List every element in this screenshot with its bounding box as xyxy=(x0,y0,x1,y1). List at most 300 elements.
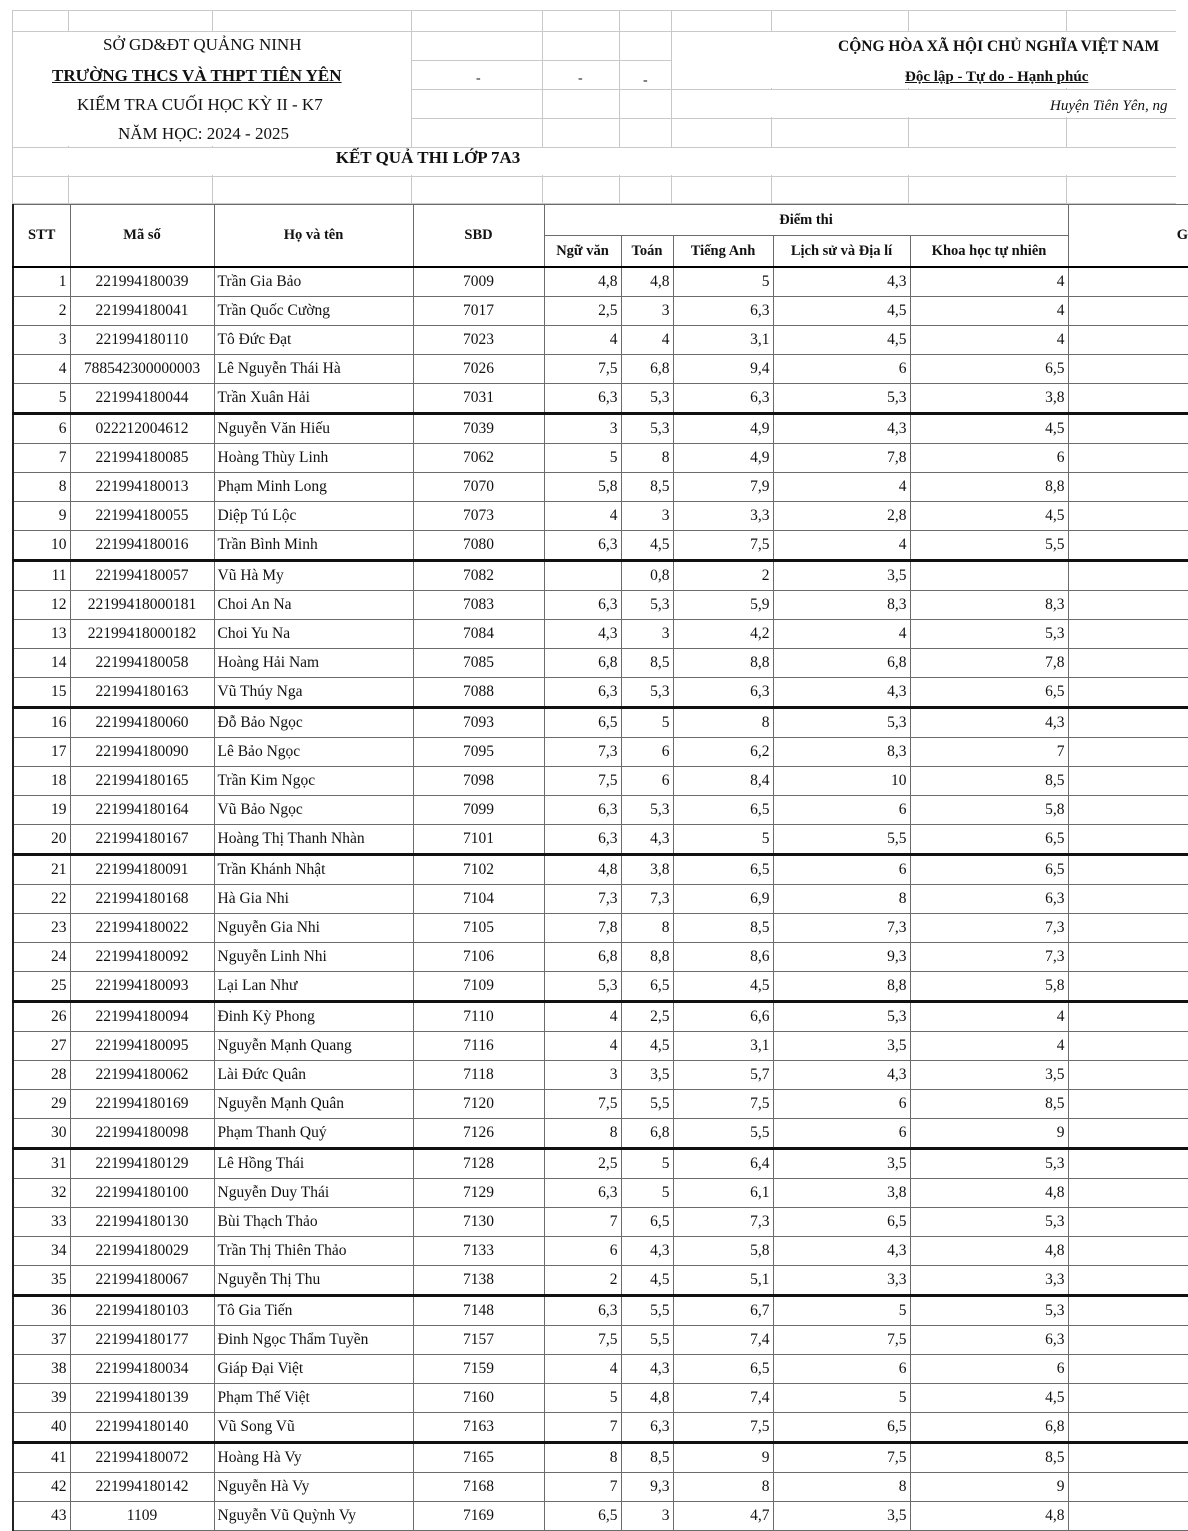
country-name: CỘNG HÒA XÃ HỘI CHỦ NGHĨA VIỆT NAM xyxy=(838,38,1160,55)
toan-cell: 3,5 xyxy=(621,1061,673,1090)
cut-cell xyxy=(1068,1090,1188,1119)
toan-cell: 7,3 xyxy=(621,885,673,914)
col-ho-ten: Họ và tên xyxy=(214,205,413,268)
ngu-van-cell: 6,8 xyxy=(544,649,621,678)
tieng-anh-cell: 5 xyxy=(673,825,773,855)
su-dia-cell: 5 xyxy=(773,1296,910,1326)
ho-ten-cell: Nguyễn Hà Vy xyxy=(214,1473,413,1502)
cut-cell xyxy=(1068,1149,1188,1179)
ngu-van-cell: 6,3 xyxy=(544,1296,621,1326)
ma-so-cell: 22199418000182 xyxy=(70,620,214,649)
su-dia-cell: 8,3 xyxy=(773,591,910,620)
su-dia-cell: 4,3 xyxy=(773,678,910,708)
table-row xyxy=(13,355,1188,384)
ngu-van-cell: 7,5 xyxy=(544,1090,621,1119)
ma-so-cell: 221994180016 xyxy=(70,531,214,561)
toan-cell: 5 xyxy=(621,1179,673,1208)
ho-ten-cell: Trần Kim Ngọc xyxy=(214,767,413,796)
ho-ten-cell: Trần Bình Minh xyxy=(214,531,413,561)
table-row xyxy=(13,620,1188,649)
school-name: TRƯỜNG THCS VÀ THPT TIÊN YÊN xyxy=(52,66,342,85)
table-row xyxy=(13,502,1188,531)
table-row xyxy=(13,1149,1188,1179)
results-body xyxy=(13,267,1188,1531)
su-dia-cell: 8,3 xyxy=(773,738,910,767)
table-row xyxy=(13,708,1188,738)
school-year: NĂM HỌC: 2024 - 2025 xyxy=(118,124,289,143)
khtn-cell: 4,3 xyxy=(910,708,1068,738)
ngu-van-cell: 5 xyxy=(544,1384,621,1413)
tieng-anh-cell: 8,8 xyxy=(673,649,773,678)
ma-so-cell: 221994180060 xyxy=(70,708,214,738)
su-dia-cell: 6 xyxy=(773,1119,910,1149)
cut-cell xyxy=(1068,885,1188,914)
su-dia-cell: 4 xyxy=(773,531,910,561)
ma-so-cell: 221994180013 xyxy=(70,473,214,502)
toan-cell: 8,8 xyxy=(621,943,673,972)
su-dia-cell: 3,5 xyxy=(773,1502,910,1531)
stt-cell: 10 xyxy=(13,531,70,561)
ma-so-cell: 221994180092 xyxy=(70,943,214,972)
table-row xyxy=(13,1090,1188,1119)
tieng-anh-cell: 6,3 xyxy=(673,384,773,414)
stt-cell: 41 xyxy=(13,1443,70,1473)
stt-cell: 30 xyxy=(13,1119,70,1149)
tieng-anh-cell: 6,5 xyxy=(673,1355,773,1384)
tieng-anh-cell: 8 xyxy=(673,708,773,738)
ho-ten-cell: Hoàng Thùy Linh xyxy=(214,444,413,473)
toan-cell: 4,5 xyxy=(621,1266,673,1296)
sbd-cell: 7080 xyxy=(413,531,544,561)
ma-so-cell: 221994180139 xyxy=(70,1384,214,1413)
toan-cell: 3,8 xyxy=(621,855,673,885)
tieng-anh-cell: 7,5 xyxy=(673,1090,773,1119)
toan-cell: 6 xyxy=(621,767,673,796)
stt-cell: 42 xyxy=(13,1473,70,1502)
table-row xyxy=(13,1355,1188,1384)
tieng-anh-cell: 5,9 xyxy=(673,591,773,620)
table-row xyxy=(13,972,1188,1002)
table-row xyxy=(13,1237,1188,1266)
ngu-van-cell: 2,5 xyxy=(544,1149,621,1179)
khtn-cell: 4,8 xyxy=(910,1502,1068,1531)
khtn-cell: 8,8 xyxy=(910,473,1068,502)
ngu-van-cell: 7 xyxy=(544,1208,621,1237)
table-row xyxy=(13,414,1188,444)
ngu-van-cell: 6,3 xyxy=(544,531,621,561)
stt-cell: 36 xyxy=(13,1296,70,1326)
ma-so-cell: 1109 xyxy=(70,1502,214,1531)
ma-so-cell: 022212004612 xyxy=(70,414,214,444)
stt-cell: 1 xyxy=(13,267,70,297)
toan-cell: 8 xyxy=(621,914,673,943)
tieng-anh-cell: 4,2 xyxy=(673,620,773,649)
khtn-cell: 5,8 xyxy=(910,972,1068,1002)
ngu-van-cell: 2 xyxy=(544,1266,621,1296)
toan-cell: 4,3 xyxy=(621,825,673,855)
stt-cell: 22 xyxy=(13,885,70,914)
su-dia-cell: 2,8 xyxy=(773,502,910,531)
toan-cell: 6,8 xyxy=(621,355,673,384)
su-dia-cell: 4,3 xyxy=(773,267,910,297)
tieng-anh-cell: 6,2 xyxy=(673,738,773,767)
col-tieng-anh: Tiếng Anh xyxy=(673,236,773,268)
table-row xyxy=(13,1443,1188,1473)
sbd-cell: 7148 xyxy=(413,1296,544,1326)
cut-cell xyxy=(1068,591,1188,620)
su-dia-cell: 7,8 xyxy=(773,444,910,473)
cut-cell xyxy=(1068,384,1188,414)
stt-cell: 7 xyxy=(13,444,70,473)
stt-cell: 13 xyxy=(13,620,70,649)
khtn-cell: 5,5 xyxy=(910,531,1068,561)
stt-cell: 28 xyxy=(13,1061,70,1090)
sbd-cell: 7023 xyxy=(413,326,544,355)
sbd-cell: 7129 xyxy=(413,1179,544,1208)
ma-so-cell: 788542300000003 xyxy=(70,355,214,384)
toan-cell: 4 xyxy=(621,326,673,355)
toan-cell: 6,3 xyxy=(621,1413,673,1443)
khtn-cell: 9 xyxy=(910,1473,1068,1502)
ma-so-cell: 221994180165 xyxy=(70,767,214,796)
khtn-cell: 3,5 xyxy=(910,1061,1068,1090)
toan-cell: 6,5 xyxy=(621,972,673,1002)
stt-cell: 40 xyxy=(13,1413,70,1443)
ngu-van-cell: 6,3 xyxy=(544,678,621,708)
su-dia-cell: 4,5 xyxy=(773,297,910,326)
ngu-van-cell: 7,5 xyxy=(544,767,621,796)
ngu-van-cell: 6,3 xyxy=(544,591,621,620)
toan-cell: 5 xyxy=(621,708,673,738)
ho-ten-cell: Phạm Thế Việt xyxy=(214,1384,413,1413)
cut-cell xyxy=(1068,1266,1188,1296)
su-dia-cell: 6 xyxy=(773,855,910,885)
su-dia-cell: 6 xyxy=(773,796,910,825)
ma-so-cell: 221994180167 xyxy=(70,825,214,855)
khtn-cell: 4,5 xyxy=(910,1384,1068,1413)
sbd-cell: 7070 xyxy=(413,473,544,502)
tieng-anh-cell: 6,7 xyxy=(673,1296,773,1326)
toan-cell: 4,3 xyxy=(621,1237,673,1266)
ngu-van-cell: 3 xyxy=(544,414,621,444)
ngu-van-cell: 4 xyxy=(544,326,621,355)
cut-cell xyxy=(1068,1473,1188,1502)
su-dia-cell: 6,5 xyxy=(773,1208,910,1237)
tieng-anh-cell: 8,5 xyxy=(673,914,773,943)
toan-cell: 8,5 xyxy=(621,649,673,678)
ho-ten-cell: Nguyễn Mạnh Quang xyxy=(214,1032,413,1061)
tieng-anh-cell: 5,1 xyxy=(673,1266,773,1296)
ho-ten-cell: Tô Gia Tiến xyxy=(214,1296,413,1326)
table-row xyxy=(13,1326,1188,1355)
ho-ten-cell: Phạm Minh Long xyxy=(214,473,413,502)
table-row xyxy=(13,678,1188,708)
col-sbd: SBD xyxy=(413,205,544,268)
table-row xyxy=(13,1384,1188,1413)
page-title: KẾT QUẢ THI LỚP 7A3 xyxy=(335,148,521,167)
ngu-van-cell: 2,5 xyxy=(544,297,621,326)
ho-ten-cell: Vũ Thúy Nga xyxy=(214,678,413,708)
cut-cell xyxy=(1068,825,1188,855)
tieng-anh-cell: 5,5 xyxy=(673,1119,773,1149)
ma-so-cell: 221994180095 xyxy=(70,1032,214,1061)
tieng-anh-cell: 6,4 xyxy=(673,1149,773,1179)
toan-cell: 3 xyxy=(621,1502,673,1531)
cut-cell xyxy=(1068,1002,1188,1032)
su-dia-cell: 5,3 xyxy=(773,708,910,738)
toan-cell: 3 xyxy=(621,502,673,531)
ma-so-cell: 221994180034 xyxy=(70,1355,214,1384)
cut-cell xyxy=(1068,1237,1188,1266)
sbd-cell: 7085 xyxy=(413,649,544,678)
ho-ten-cell: Lê Bảo Ngọc xyxy=(214,738,413,767)
cut-cell xyxy=(1068,914,1188,943)
cut-cell xyxy=(1068,855,1188,885)
table-row xyxy=(13,531,1188,561)
khtn-cell: 7 xyxy=(910,738,1068,767)
ngu-van-cell: 4 xyxy=(544,1355,621,1384)
stt-cell: 11 xyxy=(13,561,70,591)
table-row xyxy=(13,796,1188,825)
cut-cell xyxy=(1068,796,1188,825)
su-dia-cell: 3,3 xyxy=(773,1266,910,1296)
cut-cell xyxy=(1068,1119,1188,1149)
cut-cell xyxy=(1068,1413,1188,1443)
stt-cell: 39 xyxy=(13,1384,70,1413)
stt-cell: 43 xyxy=(13,1502,70,1531)
table-row xyxy=(13,326,1188,355)
sbd-cell: 7133 xyxy=(413,1237,544,1266)
toan-cell: 5,5 xyxy=(621,1296,673,1326)
ma-so-cell: 221994180140 xyxy=(70,1413,214,1443)
tieng-anh-cell: 7,4 xyxy=(673,1326,773,1355)
place-date: Huyện Tiên Yên, ng xyxy=(1050,98,1168,114)
table-row xyxy=(13,1296,1188,1326)
su-dia-cell: 4,3 xyxy=(773,1061,910,1090)
ngu-van-cell: 6,3 xyxy=(544,1179,621,1208)
ngu-van-cell: 7,3 xyxy=(544,885,621,914)
ho-ten-cell: Trần Khánh Nhật xyxy=(214,855,413,885)
sbd-cell: 7168 xyxy=(413,1473,544,1502)
su-dia-cell: 4,3 xyxy=(773,414,910,444)
ma-so-cell: 221994180090 xyxy=(70,738,214,767)
khtn-cell: 3,8 xyxy=(910,384,1068,414)
stt-cell: 21 xyxy=(13,855,70,885)
table-row xyxy=(13,384,1188,414)
sbd-cell: 7106 xyxy=(413,943,544,972)
su-dia-cell: 4 xyxy=(773,620,910,649)
ma-so-cell: 221994180055 xyxy=(70,502,214,531)
motto: Độc lập - Tự do - Hạnh phúc xyxy=(905,69,1089,85)
sbd-cell: 7160 xyxy=(413,1384,544,1413)
sbd-cell: 7126 xyxy=(413,1119,544,1149)
table-row xyxy=(13,885,1188,914)
tieng-anh-cell: 8,6 xyxy=(673,943,773,972)
cut-cell xyxy=(1068,1384,1188,1413)
stt-cell: 27 xyxy=(13,1032,70,1061)
stt-cell: 35 xyxy=(13,1266,70,1296)
cut-cell xyxy=(1068,267,1188,297)
khtn-cell: 4,8 xyxy=(910,1237,1068,1266)
ho-ten-cell: Hà Gia Nhi xyxy=(214,885,413,914)
tieng-anh-cell: 3,3 xyxy=(673,502,773,531)
ma-so-cell: 221994180098 xyxy=(70,1119,214,1149)
su-dia-cell: 3,8 xyxy=(773,1179,910,1208)
sbd-cell: 7128 xyxy=(413,1149,544,1179)
ma-so-cell: 221994180168 xyxy=(70,885,214,914)
cut-cell xyxy=(1068,1208,1188,1237)
stt-cell: 12 xyxy=(13,591,70,620)
ho-ten-cell: Choi Yu Na xyxy=(214,620,413,649)
table-row xyxy=(13,1032,1188,1061)
sbd-cell: 7084 xyxy=(413,620,544,649)
toan-cell: 5,3 xyxy=(621,591,673,620)
stt-cell: 16 xyxy=(13,708,70,738)
ngu-van-cell: 6,5 xyxy=(544,1502,621,1531)
su-dia-cell: 7,3 xyxy=(773,914,910,943)
sbd-cell: 7159 xyxy=(413,1355,544,1384)
khtn-cell: 4 xyxy=(910,326,1068,355)
stt-cell: 24 xyxy=(13,943,70,972)
ho-ten-cell: Bùi Thạch Thảo xyxy=(214,1208,413,1237)
su-dia-cell: 3,5 xyxy=(773,1149,910,1179)
sbd-cell: 7116 xyxy=(413,1032,544,1061)
ho-ten-cell: Vũ Song Vũ xyxy=(214,1413,413,1443)
ho-ten-cell: Choi An Na xyxy=(214,591,413,620)
su-dia-cell: 5,5 xyxy=(773,825,910,855)
ma-so-cell: 221994180142 xyxy=(70,1473,214,1502)
ma-so-cell: 221994180164 xyxy=(70,796,214,825)
sbd-cell: 7165 xyxy=(413,1443,544,1473)
table-row xyxy=(13,1002,1188,1032)
toan-cell: 3 xyxy=(621,620,673,649)
sbd-cell: 7088 xyxy=(413,678,544,708)
cut-cell xyxy=(1068,1296,1188,1326)
stt-cell: 23 xyxy=(13,914,70,943)
sbd-cell: 7169 xyxy=(413,1502,544,1531)
cut-cell xyxy=(1068,297,1188,326)
khtn-cell: 3,3 xyxy=(910,1266,1068,1296)
sbd-cell: 7099 xyxy=(413,796,544,825)
ma-so-cell: 221994180044 xyxy=(70,384,214,414)
toan-cell: 9,3 xyxy=(621,1473,673,1502)
stt-cell: 18 xyxy=(13,767,70,796)
cut-cell xyxy=(1068,561,1188,591)
tieng-anh-cell: 6,5 xyxy=(673,855,773,885)
ma-so-cell: 221994180130 xyxy=(70,1208,214,1237)
table-row xyxy=(13,738,1188,767)
table-row xyxy=(13,1502,1188,1531)
ngu-van-cell: 6,3 xyxy=(544,796,621,825)
cut-cell xyxy=(1068,708,1188,738)
tieng-anh-cell: 4,9 xyxy=(673,444,773,473)
sbd-cell: 7083 xyxy=(413,591,544,620)
sbd-cell: 7120 xyxy=(413,1090,544,1119)
su-dia-cell: 6 xyxy=(773,355,910,384)
ngu-van-cell: 4 xyxy=(544,502,621,531)
toan-cell: 5,3 xyxy=(621,384,673,414)
su-dia-cell: 6,8 xyxy=(773,649,910,678)
ngu-van-cell: 6 xyxy=(544,1237,621,1266)
ho-ten-cell: Nguyễn Mạnh Quân xyxy=(214,1090,413,1119)
khtn-cell: 6,5 xyxy=(910,678,1068,708)
col-cut: G xyxy=(1068,205,1188,268)
tieng-anh-cell: 9,4 xyxy=(673,355,773,384)
khtn-cell: 8,5 xyxy=(910,1090,1068,1119)
sbd-cell: 7039 xyxy=(413,414,544,444)
ma-so-cell: 221994180094 xyxy=(70,1002,214,1032)
khtn-cell: 6,8 xyxy=(910,1413,1068,1443)
toan-cell: 5,3 xyxy=(621,796,673,825)
ngu-van-cell: 7,8 xyxy=(544,914,621,943)
stt-cell: 3 xyxy=(13,326,70,355)
su-dia-cell: 9,3 xyxy=(773,943,910,972)
khtn-cell: 5,3 xyxy=(910,1296,1068,1326)
table-row xyxy=(13,1413,1188,1443)
dash-2: - xyxy=(578,71,583,86)
sbd-cell: 7017 xyxy=(413,297,544,326)
toan-cell: 0,8 xyxy=(621,561,673,591)
cut-cell xyxy=(1068,943,1188,972)
cut-cell xyxy=(1068,678,1188,708)
su-dia-cell: 4 xyxy=(773,473,910,502)
sbd-cell: 7157 xyxy=(413,1326,544,1355)
ngu-van-cell: 4 xyxy=(544,1032,621,1061)
stt-cell: 25 xyxy=(13,972,70,1002)
su-dia-cell: 8 xyxy=(773,885,910,914)
su-dia-cell: 6 xyxy=(773,1090,910,1119)
dash-1: - xyxy=(476,71,481,86)
tieng-anh-cell: 5 xyxy=(673,267,773,297)
cut-cell xyxy=(1068,620,1188,649)
toan-cell: 4,3 xyxy=(621,1355,673,1384)
ngu-van-cell: 7,5 xyxy=(544,355,621,384)
sbd-cell: 7138 xyxy=(413,1266,544,1296)
ngu-van-cell: 8 xyxy=(544,1443,621,1473)
cut-cell xyxy=(1068,1355,1188,1384)
table-row xyxy=(13,1119,1188,1149)
tieng-anh-cell: 8 xyxy=(673,1473,773,1502)
cut-cell xyxy=(1068,767,1188,796)
stt-cell: 26 xyxy=(13,1002,70,1032)
table-row xyxy=(13,1208,1188,1237)
khtn-cell: 6,3 xyxy=(910,885,1068,914)
sbd-cell: 7026 xyxy=(413,355,544,384)
col-stt: STT xyxy=(13,205,70,268)
table-row xyxy=(13,1266,1188,1296)
stt-cell: 31 xyxy=(13,1149,70,1179)
cut-cell xyxy=(1068,473,1188,502)
su-dia-cell: 8 xyxy=(773,1473,910,1502)
ma-so-cell: 221994180103 xyxy=(70,1296,214,1326)
tieng-anh-cell: 5,8 xyxy=(673,1237,773,1266)
col-ma-so: Mã số xyxy=(70,205,214,268)
ma-so-cell: 221994180022 xyxy=(70,914,214,943)
sbd-cell: 7130 xyxy=(413,1208,544,1237)
ma-so-cell: 221994180085 xyxy=(70,444,214,473)
ma-so-cell: 221994180057 xyxy=(70,561,214,591)
sbd-cell: 7095 xyxy=(413,738,544,767)
ngu-van-cell: 4,8 xyxy=(544,855,621,885)
toan-cell: 4,5 xyxy=(621,1032,673,1061)
stt-cell: 32 xyxy=(13,1179,70,1208)
khtn-cell: 7,8 xyxy=(910,649,1068,678)
table-row xyxy=(13,1179,1188,1208)
sbd-cell: 7109 xyxy=(413,972,544,1002)
ho-ten-cell: Nguyễn Gia Nhi xyxy=(214,914,413,943)
khtn-cell: 4,5 xyxy=(910,414,1068,444)
khtn-cell: 8,3 xyxy=(910,591,1068,620)
